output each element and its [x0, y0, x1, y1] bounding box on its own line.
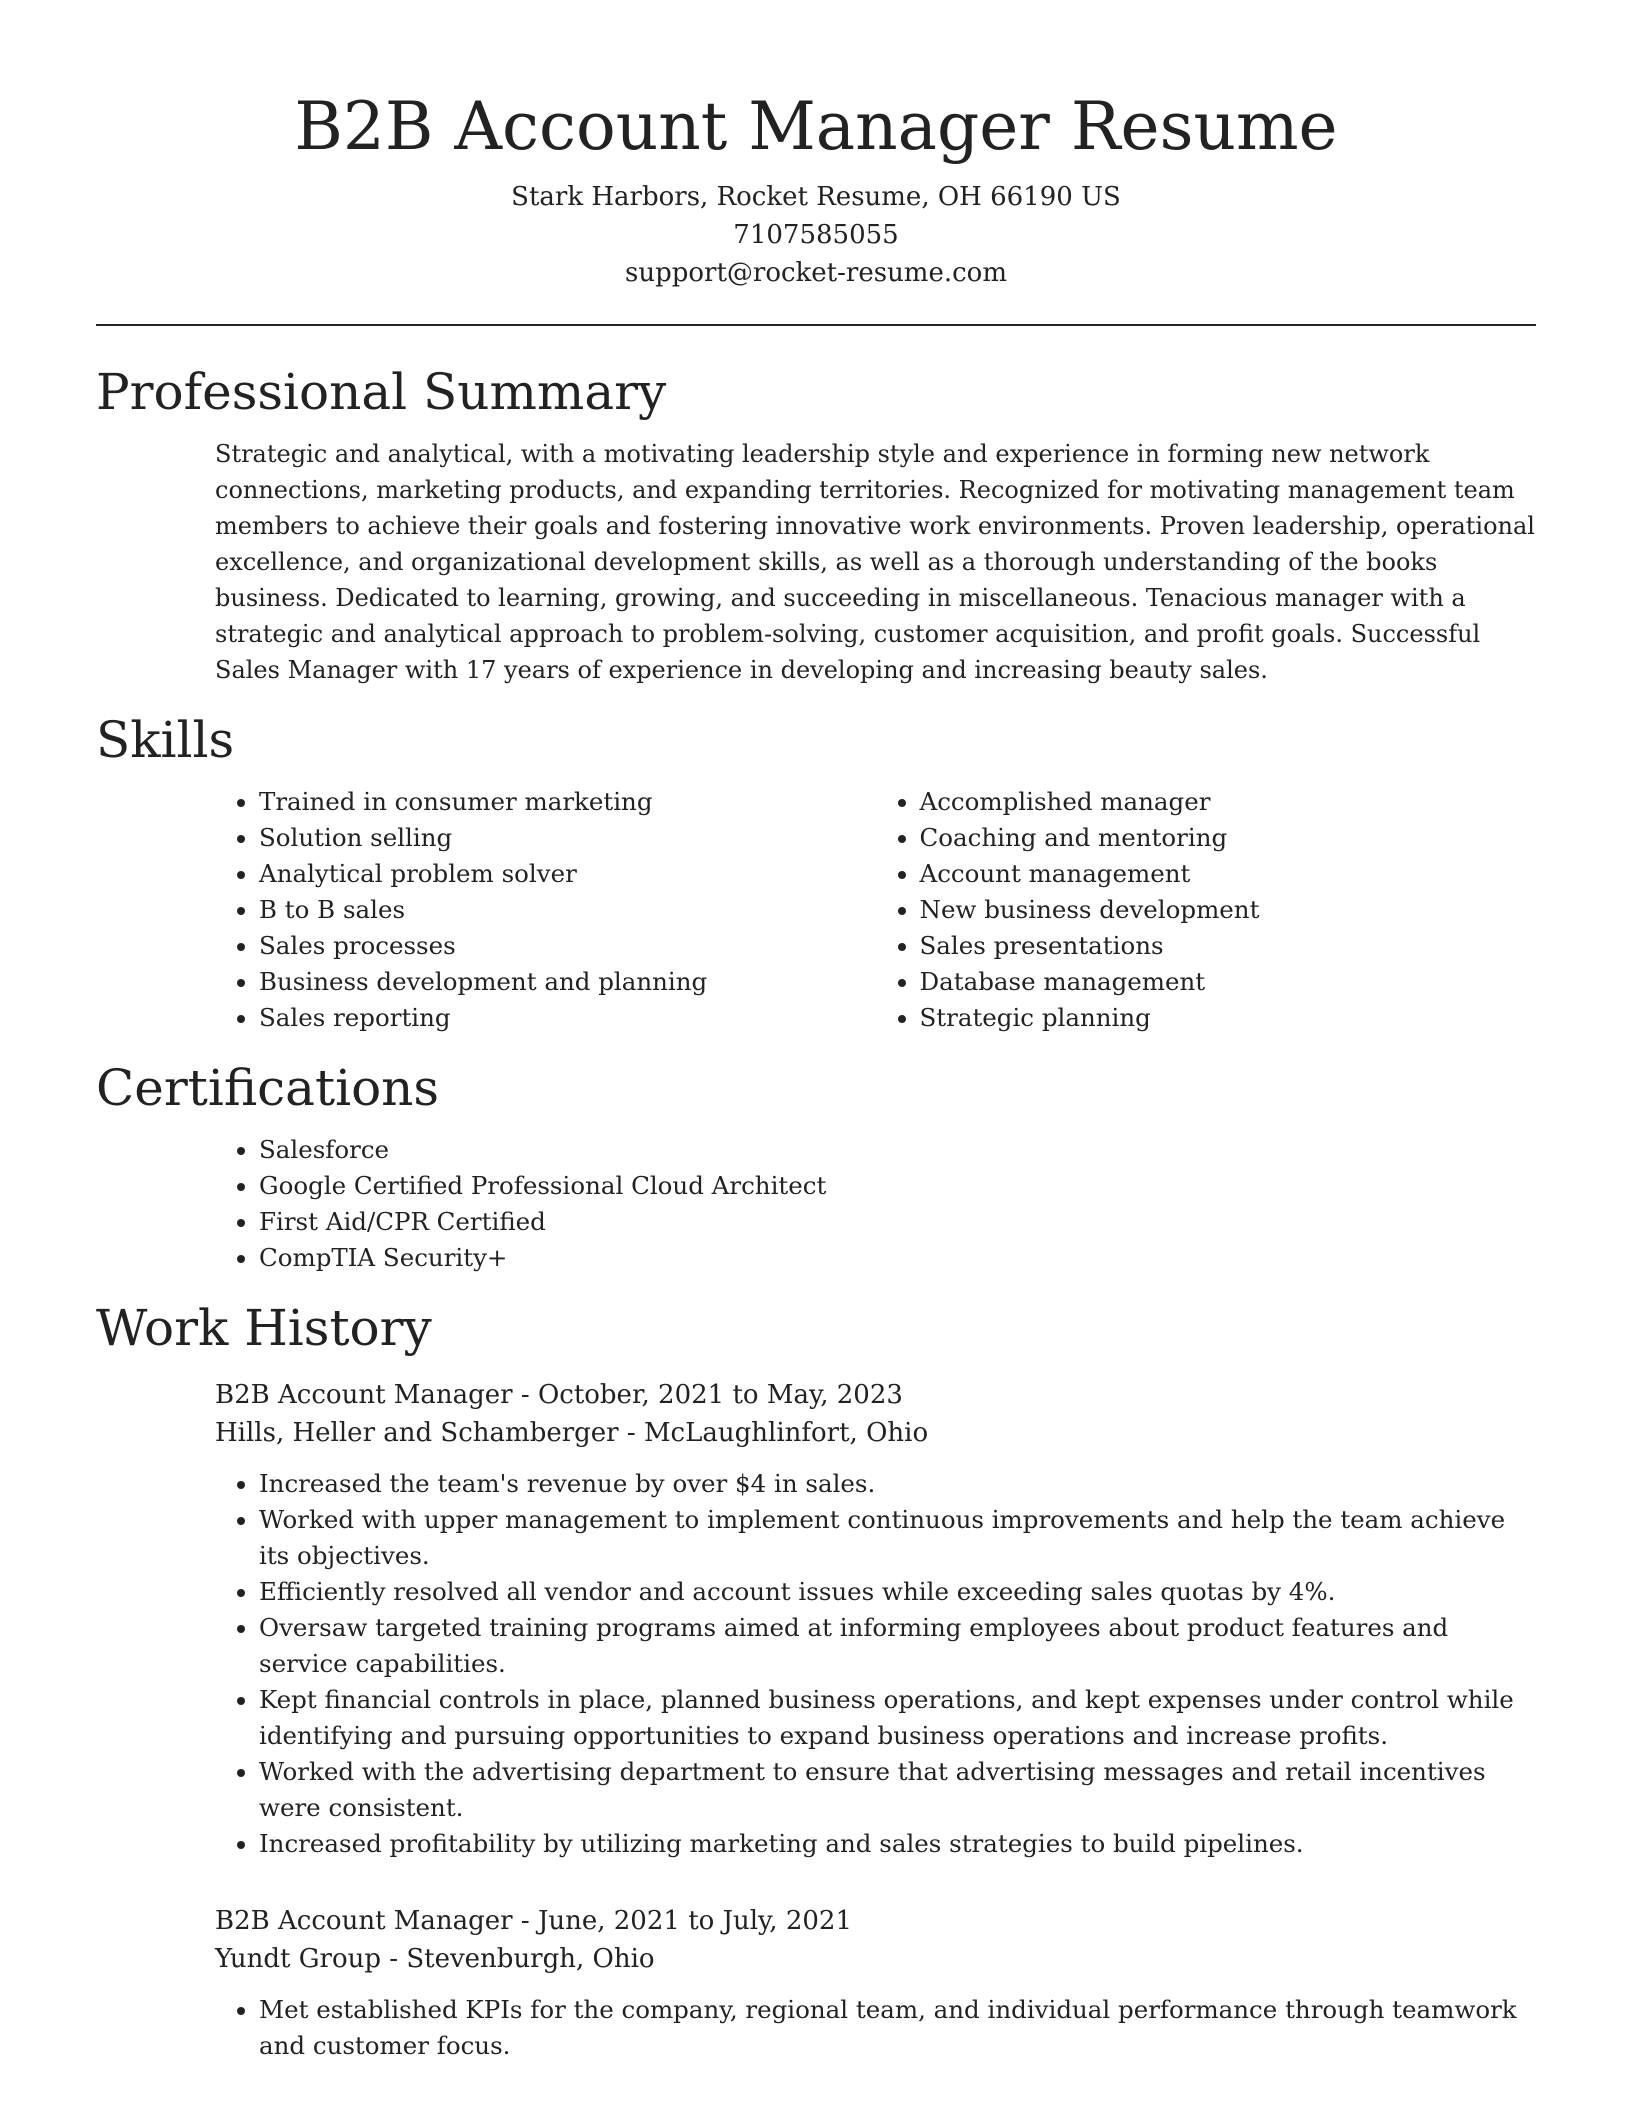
skill-item: • Accomplished manager [920, 784, 1537, 820]
contact-address: Stark Harbors, Rocket Resume, OH 66190 US [511, 182, 1121, 212]
skills-list-right [876, 784, 1537, 1036]
contact-email: support@rocket-resume.com [624, 258, 1007, 288]
job-dates: October, 2021 to May, 2023 [537, 1380, 903, 1410]
resume-header [96, 0, 1536, 292]
job-role: B2B Account Manager [215, 1380, 513, 1410]
header-divider [96, 324, 1536, 326]
job-bullet: • Kept financial controls in place, planned business operations, and kept expenses under control while identifying and pursuing opportunities to expand business operations and increase profits. [259, 1682, 1536, 1754]
certification-item: • CompTIA Security+ [259, 1240, 1536, 1276]
job-dates: June, 2021 to July, 2021 [537, 1906, 852, 1936]
skill-item: • Strategic planning [920, 1000, 1537, 1036]
job-role: B2B Account Manager [215, 1906, 513, 1936]
job-company: Hills, Heller and Schamberger [215, 1418, 619, 1448]
job-role-line [215, 1902, 1536, 1940]
job-entry [215, 1902, 1536, 2064]
job-bullets [215, 1466, 1536, 1862]
job-separator: - [381, 1944, 407, 1974]
job-location: McLaughlinfort, Ohio [643, 1418, 929, 1448]
skills-section [96, 710, 1536, 1036]
skill-item: • Database management [920, 964, 1537, 1000]
job-bullet: • Increased the team's revenue by over $4 in sales. [259, 1466, 1536, 1502]
job-bullet: • Met established KPIs for the company, regional team, and individual performance through teamwork and customer focus. [259, 1992, 1536, 2064]
work-history-section [96, 1298, 1536, 2064]
job-bullet: • Efficiently resolved all vendor and account issues while exceeding sales quotas by 4%. [259, 1574, 1536, 1610]
job-bullet: • Increased profitability by utilizing marketing and sales strategies to build pipelines. [259, 1826, 1536, 1862]
summary-text: Strategic and analytical, with a motivating leadership style and experience in forming new network connections, marketing products, and expanding territories. Recognized for motivating management team members to achieve their goals and fostering innovative work environments. Proven leadership, operational excellence, and organizational development skills, as well as a thorough understanding of the books business. Dedicated to learning, growing, and succeeding in miscellaneous. Tenacious manager with a strategic and analytical approach to problem-solving, customer acquisition, and profit goals. Successful Sales Manager with 17 years of experience in developing and increasing beauty sales. [215, 440, 1535, 684]
certification-item: • Salesforce [259, 1132, 1536, 1168]
summary-heading: Professional Summary [96, 363, 667, 421]
summary-section [96, 362, 1536, 688]
job-company-line [215, 1940, 1536, 1978]
job-separator: - [618, 1418, 644, 1448]
job-company: Yundt Group [215, 1944, 381, 1974]
certifications-heading: Certifications [96, 1059, 440, 1117]
job-role-line [215, 1376, 1536, 1414]
job-separator: - [512, 1380, 538, 1410]
contact-info [96, 178, 1536, 292]
certifications-list [215, 1132, 1536, 1276]
skills-grid [96, 770, 1536, 1036]
skill-item: • Account management [920, 856, 1537, 892]
job-company-line [215, 1414, 1536, 1452]
job-location: Stevenburgh, Ohio [406, 1944, 655, 1974]
skill-item: • Coaching and mentoring [920, 820, 1537, 856]
contact-phone: 7107585055 [733, 220, 899, 250]
skill-item: • Sales reporting [259, 1000, 876, 1036]
skill-item: • Trained in consumer marketing [259, 784, 876, 820]
job-bullets [215, 1992, 1536, 2064]
skill-item: • Sales processes [259, 928, 876, 964]
certification-item: • Google Certified Professional Cloud Architect [259, 1168, 1536, 1204]
skills-list-left [215, 784, 876, 1036]
job-entry [215, 1376, 1536, 1862]
certifications-section [96, 1058, 1536, 1276]
skill-item: • New business development [920, 892, 1537, 928]
skill-item: • Analytical problem solver [259, 856, 876, 892]
skill-item: • B to B sales [259, 892, 876, 928]
resume-title: B2B Account Manager Resume [294, 88, 1338, 165]
skill-item: • Business development and planning [259, 964, 876, 1000]
job-bullet: • Worked with upper management to implement continuous improvements and help the team achieve its objectives. [259, 1502, 1536, 1574]
skill-item: • Sales presentations [920, 928, 1537, 964]
certification-item: • First Aid/CPR Certified [259, 1204, 1536, 1240]
skills-heading: Skills [96, 711, 235, 769]
skill-item: • Solution selling [259, 820, 876, 856]
job-bullet: • Oversaw targeted training programs aimed at informing employees about product features and service capabilities. [259, 1610, 1536, 1682]
work-history-heading: Work History [96, 1299, 432, 1357]
job-separator: - [512, 1906, 538, 1936]
job-bullet: • Worked with the advertising department to ensure that advertising messages and retail incentives were consistent. [259, 1754, 1536, 1826]
